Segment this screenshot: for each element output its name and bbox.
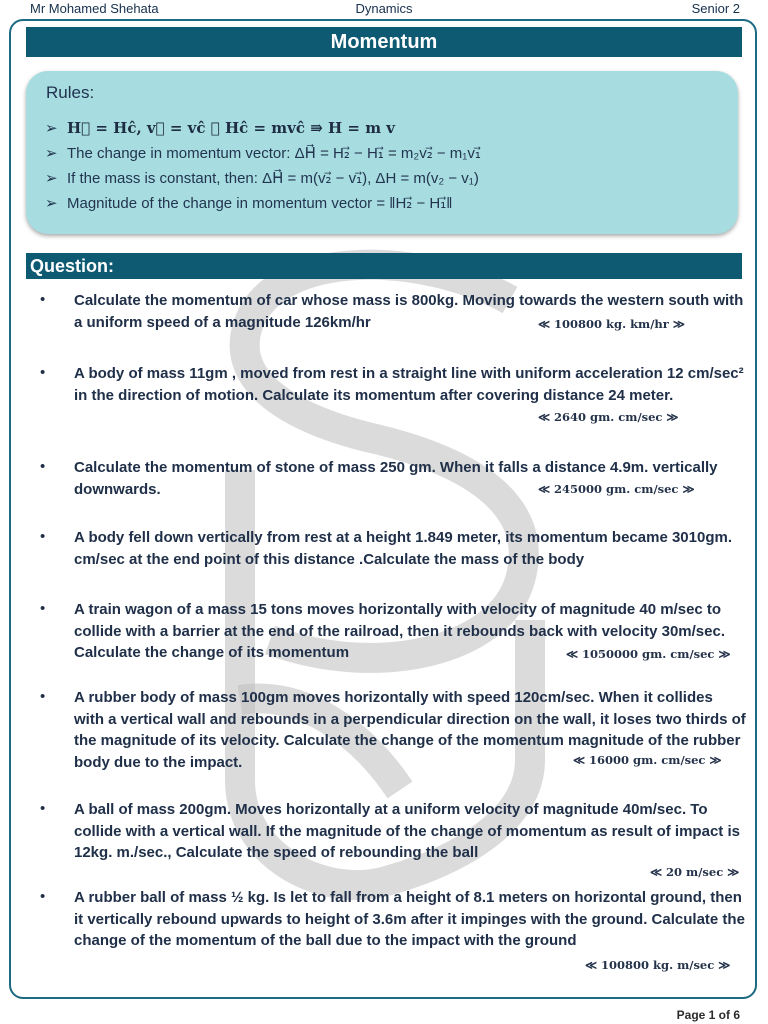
question-answer: ≪ 100800 kg. m/sec ≫ (585, 958, 731, 972)
question-heading: Question: (26, 253, 742, 279)
question-text: Calculate the momentum of car whose mass is 800kg. Moving towards the western south with a uniform speed of a magnitude 126km/hr (74, 292, 744, 331)
question-text: A body fell down vertically from rest at a height 1.849 meter, its momentum became 3010gm. cm/sec at the end point of this distance .Calculate the mass of the body (74, 529, 732, 568)
rule-item: ➢ The change in momentum vector: ΔH⃗ = H₂⃗ − H₁⃗ = m₂v₂⃗ − m₁v₁⃗ (45, 145, 481, 162)
bullet-icon: • (40, 888, 46, 905)
rule-item: ➢ Magnitude of the change in momentum vector = ‖H₂⃗ − H₁⃗‖ (45, 195, 453, 212)
question-item (74, 363, 746, 406)
question-answer: ≪ 245000 gm. cm/sec ≫ (538, 482, 695, 496)
question-item (74, 887, 746, 952)
arrow-bullet-icon: ➢ (45, 195, 58, 212)
arrow-bullet-icon: ➢ (45, 170, 58, 187)
question-answer: ≪ 20 m/sec ≫ (650, 865, 740, 879)
bullet-icon: • (40, 291, 46, 308)
bullet-icon: • (40, 528, 46, 545)
author-name: Mr Mohamed Shehata (30, 1, 159, 16)
question-text: Calculate the momentum of stone of mass 250 gm. When it falls a distance 4.9m. vertically downwards. (74, 459, 718, 498)
page-header (0, 0, 768, 18)
rule-item: ➢ H⃗ = Hĉ, v⃗ = vĉ ∴ Hĉ = mvĉ ⇛ H = m v (45, 119, 396, 137)
arrow-bullet-icon: ➢ (45, 120, 58, 137)
bullet-icon: • (40, 364, 46, 381)
subject-name: Dynamics (355, 1, 413, 16)
arrow-bullet-icon: ➢ (45, 145, 58, 162)
bullet-icon: • (40, 600, 46, 617)
question-text: A rubber ball of mass ½ kg. Is let to fall from a height of 8.1 meters on horizontal ground, then it vertically rebound upwards to height of 3.6m after it impinges with the ground. Calculate the change of the momentum of the ball due to the impact with the ground (74, 889, 745, 950)
bullet-icon: • (40, 800, 46, 817)
question-text: A body of mass 11gm , moved from rest in a straight line with uniform acceleration 12 cm/sec² in the direction of motion. Calculate its momentum after covering distance 24 meter. (74, 365, 744, 404)
question-text: A rubber body of mass 100gm moves horizontally with speed 120cm/sec. When it collides with a vertical wall and rebounds in a perpendicular direction on the wall, it loses two thirds of the magnitude of its velocity. Calculate the change of the momentum magnitude of the rubber body due to the impact. (74, 689, 746, 771)
question-item (74, 799, 746, 864)
rules-label: Rules: (46, 83, 95, 102)
question-answer: ≪ 2640 gm. cm/sec ≫ (538, 410, 679, 424)
question-answer: ≪ 100800 kg. km/hr ≫ (538, 317, 685, 331)
page-title: Momentum (26, 27, 742, 57)
bullet-icon: • (40, 688, 46, 705)
page-number: Page 1 of 6 (676, 1008, 740, 1022)
grade-label: Senior 2 (691, 1, 740, 16)
question-text: A train wagon of a mass 15 tons moves horizontally with velocity of magnitude 40 m/sec to collide with a barrier at the end of the railroad, then it rebounds back with velocity 30m/sec. Calculate the change of its momentum (74, 601, 725, 662)
question-answer: ≪ 1050000 gm. cm/sec ≫ (566, 647, 731, 661)
bullet-icon: • (40, 458, 46, 475)
question-text: A ball of mass 200gm. Moves horizontally at a uniform velocity of magnitude 40m/sec. To collide with a vertical wall. If the magnitude of the change of momentum as result of impact is 12kg. m./sec., Calculate the speed of rebounding the ball (74, 801, 740, 862)
question-answer: ≪ 16000 gm. cm/sec ≫ (573, 753, 722, 767)
question-item (74, 527, 746, 570)
rule-item: ➢ If the mass is constant, then: ΔH⃗ = m(v₂⃗ − v₁⃗), ΔH = m(v₂ − v₁) (45, 170, 479, 187)
